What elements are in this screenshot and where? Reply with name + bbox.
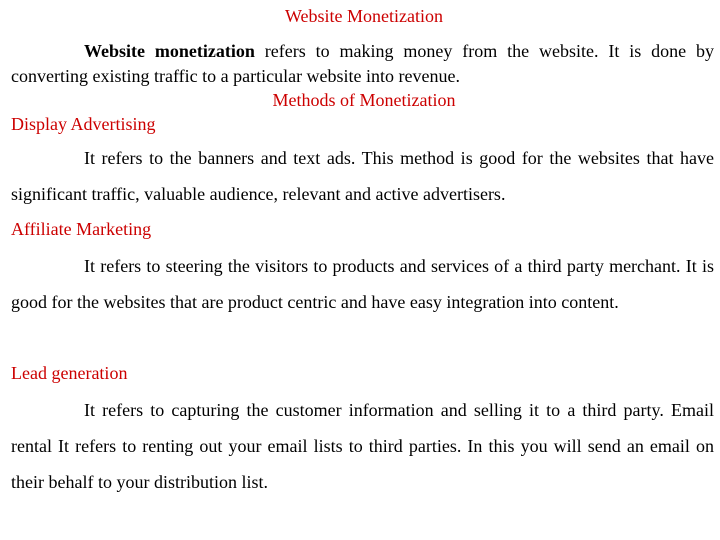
document-title: Website Monetization	[284, 6, 443, 26]
section-text: It refers to capturing the customer information and selling it to a third party. Email rental It refers to renting out your email lists to third parties. In this you will send an email on their behalf to your distribution list.	[11, 400, 714, 492]
section-heading-display-advertising: Display Advertising	[11, 114, 156, 134]
intro-text: refers to making money from the website. It is done by converting existing traffic to a particular website into revenue.	[11, 41, 715, 86]
section-body-affiliate-marketing	[11, 248, 714, 320]
section-heading-lead-generation: Lead generation	[11, 363, 128, 383]
intro-term: Website monetization	[84, 41, 255, 61]
section-heading-affiliate-marketing: Affiliate Marketing	[11, 219, 152, 239]
intro-paragraph	[11, 39, 714, 89]
methods-heading: Methods of Monetization	[272, 90, 456, 110]
section-text: It refers to the banners and text ads. This method is good for the websites that have significant traffic, valuable audience, relevant and active advertisers.	[11, 148, 714, 204]
section-text: It refers to steering the visitors to products and services of a third party merchant. It is good for the websites that are product centric and have easy integration into content.	[11, 256, 714, 312]
section-body-lead-generation	[11, 392, 714, 500]
section-body-display-advertising	[11, 140, 714, 212]
